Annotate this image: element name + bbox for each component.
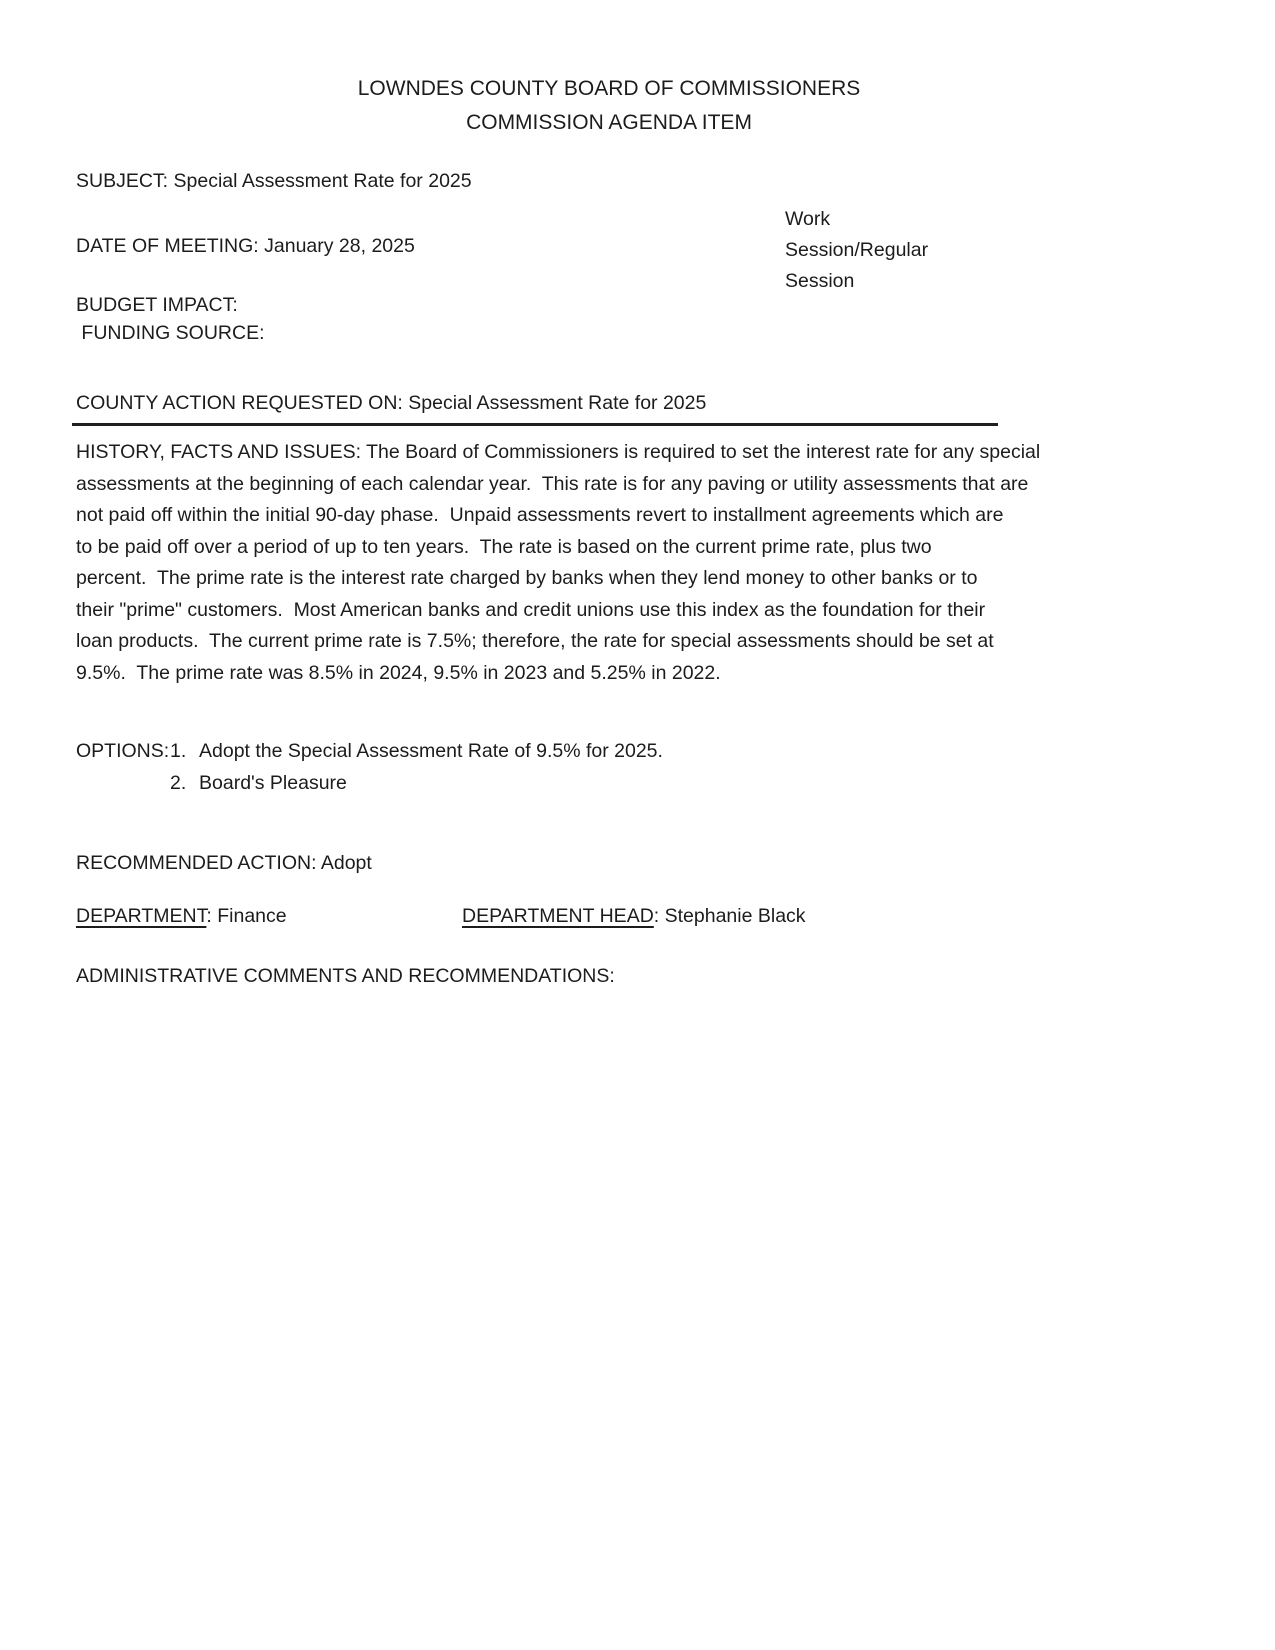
administrative-comments: ADMINISTRATIVE COMMENTS AND RECOMMENDATIONS: [76,965,615,987]
history-line: HISTORY, FACTS AND ISSUES: The Board of Commissioners is required to set the interest rate for any special [76,441,1041,463]
option-text: Adopt the Special Assessment Rate of 9.5% for 2025. [199,740,663,762]
option-row [76,735,663,767]
subject-line: SUBJECT: Special Assessment Rate for 2025 [76,170,472,192]
date-of-meeting: DATE OF MEETING: January 28, 2025 [76,235,415,257]
session-type: Work Session/Regular Session [785,208,929,292]
option-number: 2. [170,772,187,794]
recommended-action: RECOMMENDED ACTION: Adopt [76,852,372,874]
history-line: not paid off within the initial 90-day phase. Unpaid assessments revert to installment agreements which are [76,504,1004,526]
options-label: OPTIONS: [76,740,170,762]
history-line: assessments at the beginning of each calendar year. This rate is for any paving or utility assessments that are [76,472,1029,495]
title-line-2: COMMISSION AGENDA ITEM [466,111,752,134]
history-line: loan products. The current prime rate is 7.5%; therefore, the rate for special assessments should be set at [76,630,994,652]
option-row [76,767,663,799]
history-line: their "prime" customers. Most American banks and credit unions use this index as the foundation for their [76,598,986,621]
department-value: : Finance [206,905,287,927]
budget-impact: BUDGET IMPACT: [76,294,238,316]
department-head-field [462,905,806,927]
history-line: 9.5%. The prime rate was 8.5% in 2024, 9.5% in 2023 and 5.25% in 2022. [76,661,721,684]
department-head-value: : Stephanie Black [653,905,806,927]
document-title [73,72,1145,140]
department-row [76,905,806,928]
funding-source: FUNDING SOURCE: [76,322,265,344]
history-line: to be paid off over a period of up to ten years. The rate is based on the current prime rate, plus two [76,535,932,558]
option-number: 1. [170,740,187,762]
department-head-label: DEPARTMENT HEAD [462,905,654,927]
option-text: Board's Pleasure [199,772,347,794]
title-line-1: LOWNDES COUNTY BOARD OF COMMISSIONERS [357,77,861,100]
county-action-requested: COUNTY ACTION REQUESTED ON: Special Assessment Rate for 2025 [76,392,707,414]
department-field [76,905,462,928]
options-label-spacer [76,767,170,799]
history-facts-issues [76,437,1040,689]
history-line: percent. The prime rate is the interest rate charged by banks when they lend money to other banks or to [76,567,978,589]
options-section [76,735,663,799]
department-label: DEPARTMENT [76,905,207,927]
section-divider-line [72,423,998,426]
